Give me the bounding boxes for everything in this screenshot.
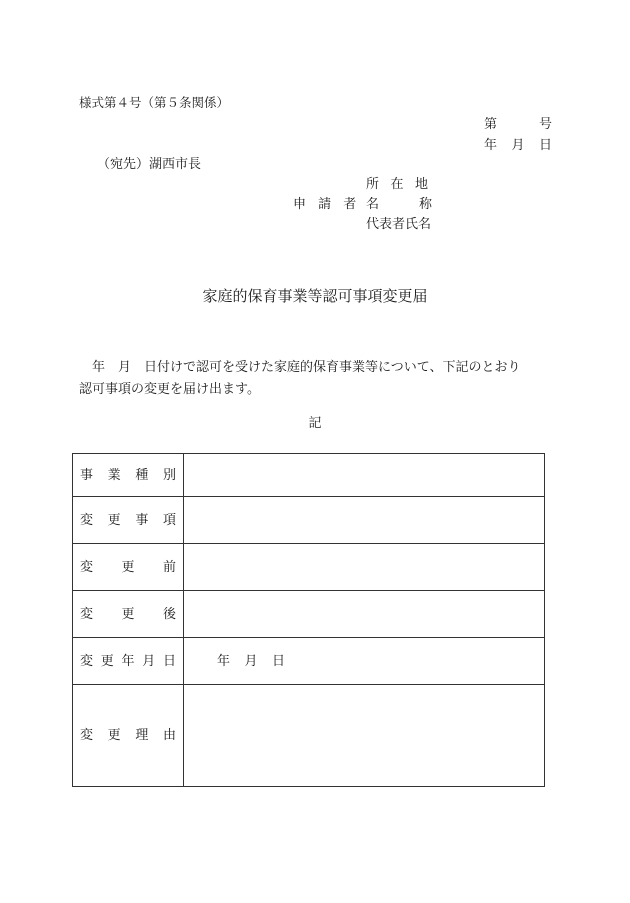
row-label-char: 変 xyxy=(80,728,94,743)
doc-date-day: 日 xyxy=(538,138,552,153)
row-label-char: 更 xyxy=(107,728,121,743)
ki-heading: 記 xyxy=(308,416,322,431)
document-title: 家庭的保育事業等認可事項変更届 xyxy=(202,287,428,305)
row-label-cell xyxy=(73,454,184,497)
applicant-label: 申 請 者 xyxy=(293,197,361,212)
row-label-char: 日 xyxy=(162,653,176,669)
row-label-char: 更 xyxy=(100,653,114,669)
row-label-char: 理 xyxy=(135,728,149,743)
applicant-name-label xyxy=(366,198,432,211)
document-date xyxy=(484,139,552,152)
row-label-char: 変 xyxy=(80,559,94,575)
row-label-char: 月 xyxy=(142,653,156,669)
form-number: 様式第４号（第５条関係） xyxy=(79,95,230,110)
row-value-cell[interactable] xyxy=(184,454,545,497)
row-label-cell xyxy=(73,685,184,787)
row-value-cell[interactable] xyxy=(184,685,545,787)
name-char-2: 称 xyxy=(418,197,432,212)
table-row xyxy=(73,685,545,787)
row-label-char: 別 xyxy=(162,467,176,483)
doc-date-year: 年 xyxy=(484,138,498,153)
address-char-3: 地 xyxy=(414,177,428,192)
doc-number-prefix: 第 xyxy=(484,117,498,132)
table-row xyxy=(73,544,545,591)
row-value-cell[interactable] xyxy=(184,591,545,638)
row-label-char: 後 xyxy=(162,606,176,622)
row-label-char: 前 xyxy=(162,559,176,575)
address-char-2: 在 xyxy=(390,177,404,192)
address-char-1: 所 xyxy=(366,177,380,192)
body-line-2: 認可事項の変更を届け出ます。 xyxy=(79,382,260,397)
row-label-char: 由 xyxy=(162,728,176,743)
doc-date-month: 月 xyxy=(511,138,525,153)
row-label-char: 変 xyxy=(80,653,94,669)
row-label xyxy=(73,655,183,668)
row-label-char: 更 xyxy=(121,606,135,622)
row-label-char: 事 xyxy=(80,467,94,483)
row-label-char: 更 xyxy=(121,559,135,575)
name-char-1: 名 xyxy=(366,197,380,212)
table-row xyxy=(73,454,545,497)
change-date-value xyxy=(217,655,285,668)
addressee: （宛先）湖西市長 xyxy=(97,157,202,172)
row-label-char: 更 xyxy=(107,512,121,528)
change-details-table xyxy=(72,453,545,787)
row-label-char: 変 xyxy=(80,512,94,528)
row-label xyxy=(73,729,183,742)
applicant-representative-label: 代表者氏名 xyxy=(366,217,432,232)
row-label-cell xyxy=(73,638,184,685)
row-label-char: 事 xyxy=(135,512,149,528)
change-date-char: 日 xyxy=(271,653,285,669)
row-label xyxy=(73,608,183,621)
row-label-char: 年 xyxy=(121,653,135,669)
body-line-1: 年 月 日付けで認可を受けた家庭的保育事業等について、下記のとおり xyxy=(79,360,521,375)
table-body xyxy=(73,454,545,787)
applicant-address-label xyxy=(366,178,428,191)
row-value-cell[interactable] xyxy=(184,638,545,685)
table-row xyxy=(73,497,545,544)
row-value-cell[interactable] xyxy=(184,544,545,591)
table-row xyxy=(73,591,545,638)
row-label-char: 項 xyxy=(162,512,176,528)
row-label-char: 種 xyxy=(135,467,149,483)
row-value-cell[interactable] xyxy=(184,497,545,544)
change-date-char: 月 xyxy=(244,653,258,669)
change-date-char: 年 xyxy=(217,653,231,669)
row-label-char: 変 xyxy=(80,606,94,622)
doc-number-suffix: 号 xyxy=(538,117,552,132)
body-text xyxy=(79,357,549,401)
row-label xyxy=(73,514,183,527)
row-label-cell xyxy=(73,544,184,591)
row-label-cell xyxy=(73,497,184,544)
row-label-char: 業 xyxy=(107,467,121,483)
row-label xyxy=(73,469,183,482)
row-label xyxy=(73,561,183,574)
row-label-cell xyxy=(73,591,184,638)
table-row xyxy=(73,638,545,685)
document-number xyxy=(484,118,552,131)
